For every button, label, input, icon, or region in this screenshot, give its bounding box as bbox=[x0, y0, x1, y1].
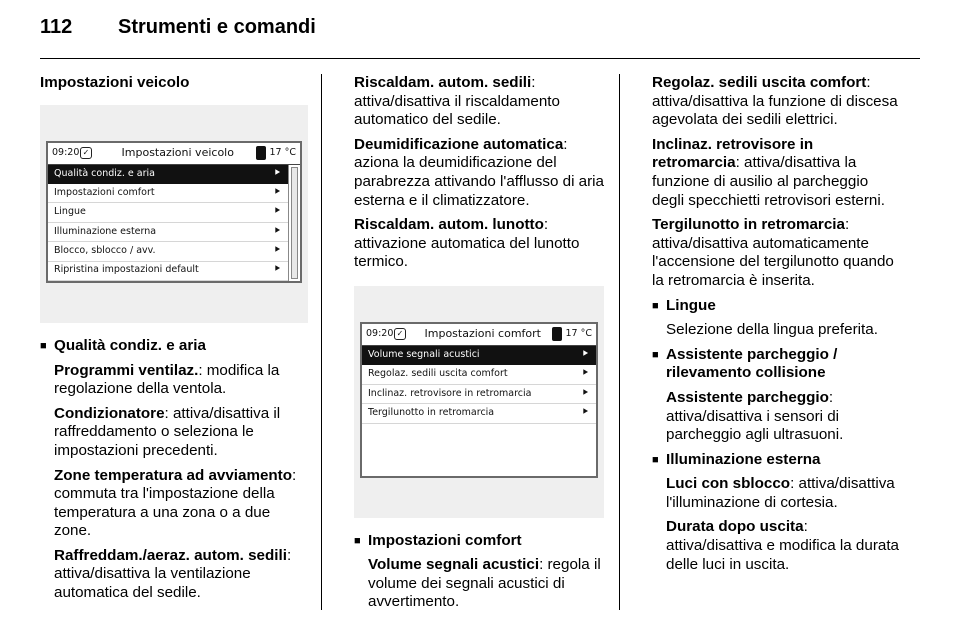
screen-temperature: 17 °C bbox=[269, 146, 296, 158]
chevron-right-icon: ⯈ bbox=[581, 349, 589, 361]
entry: Durata dopo uscita: attiva/disattiva e modifica la durata delle luci in uscita. bbox=[666, 518, 899, 573]
menu-item-comfort[interactable]: Impostazioni comfort ⯈ bbox=[48, 184, 288, 203]
entry: Raffreddam./aeraz. autom. sedili: attiva/disattiva la ventilazione automatica del sedile. bbox=[54, 546, 292, 602]
check-icon: ✓ bbox=[80, 147, 92, 159]
chevron-right-icon: ⯈ bbox=[273, 245, 281, 257]
entry: Volume segnali acustici: regola il volume dei segnali acustici di avvertimento. bbox=[368, 556, 601, 611]
screen-scrollbar[interactable] bbox=[288, 165, 300, 281]
entry: Riscaldam. autom. sedili: attiva/disattiva il riscaldamento automatico del sedile. bbox=[354, 74, 560, 129]
screen-menu-list bbox=[362, 346, 596, 476]
screen-status-bar bbox=[362, 324, 596, 346]
comfort-settings-screen bbox=[360, 322, 598, 478]
bullet-heading: ■ Qualità condiz. e aria bbox=[40, 337, 308, 356]
section-title: Impostazioni veicolo bbox=[40, 74, 190, 91]
vehicle-settings-screen bbox=[46, 141, 302, 283]
chevron-right-icon: ⯈ bbox=[581, 407, 589, 419]
column-2 bbox=[354, 74, 604, 618]
menu-item-languages[interactable]: Lingue ⯈ bbox=[48, 203, 288, 222]
chevron-right-icon: ⯈ bbox=[581, 387, 589, 399]
menu-item-mirror-tilt[interactable]: Inclinaz. retrovisore in retromarcia ⯈ bbox=[362, 385, 596, 404]
entry: Inclinaz. retrovisore in retromarcia: attiva/disattiva la funzione di ausilio al parcheggio degli specchietti retrovisori esterni. bbox=[652, 135, 885, 209]
screen-title: Impostazioni veicolo bbox=[121, 145, 234, 159]
thermometer-icon bbox=[552, 327, 562, 341]
header-divider bbox=[40, 58, 920, 59]
chevron-right-icon: ⯈ bbox=[273, 206, 281, 218]
entry: Regolaz. sedili uscita comfort: attiva/disattiva la funzione di discesa agevolata dei sedili elettrici. bbox=[652, 74, 898, 129]
chevron-right-icon: ⯈ bbox=[581, 368, 589, 380]
page-header bbox=[40, 16, 316, 50]
menu-item-rear-wiper[interactable]: Tergilunotto in retromarcia ⯈ bbox=[362, 404, 596, 423]
chevron-right-icon: ⯈ bbox=[273, 186, 281, 198]
menu-item-exterior-lighting[interactable]: Illuminazione esterna ⯈ bbox=[48, 223, 288, 242]
column-divider-2 bbox=[619, 74, 620, 610]
entry: Condizionatore: attiva/disattiva il raffreddamento o seleziona le impostazioni precedenti. bbox=[54, 404, 281, 459]
menu-item-seat-exit[interactable]: Regolaz. sedili uscita comfort ⯈ bbox=[362, 365, 596, 384]
bullet-heading: ■ Impostazioni comfort bbox=[354, 532, 604, 551]
column-1 bbox=[40, 74, 308, 609]
screen-title: Impostazioni comfort bbox=[424, 327, 541, 341]
menu-item-signal-volume[interactable]: Volume segnali acustici ⯈ bbox=[362, 346, 596, 365]
entry: Assistente parcheggio: attiva/disattiva i sensori di parcheggio agli ultrasuoni. bbox=[666, 388, 844, 444]
thermometer-icon bbox=[256, 146, 266, 160]
column-3 bbox=[652, 74, 904, 580]
screen-clock: 09:20 bbox=[52, 146, 80, 158]
screen-menu-list bbox=[48, 165, 288, 281]
menu-item-locking[interactable]: Blocco, sblocco / avv. ⯈ bbox=[48, 242, 288, 261]
entry: Luci con sblocco: attiva/disattiva l'illuminazione di cortesia. bbox=[666, 475, 895, 511]
menu-item-air-quality[interactable]: Qualità condiz. e aria ⯈ bbox=[48, 165, 288, 184]
entry: Zone temperatura ad avviamento: commuta tra l'impostazione della temperatura a una zona o a due zone. bbox=[54, 466, 297, 540]
column-divider-1 bbox=[321, 74, 322, 610]
entry: Deumidificazione automatica: aziona la deumidificazione del parabrezza attivando l'afflusso di aria esterna e il climatizzatore. bbox=[354, 135, 604, 209]
screen-status-bar bbox=[48, 143, 300, 165]
page-title: Strumenti e comandi bbox=[118, 16, 316, 38]
check-icon: ✓ bbox=[394, 328, 406, 340]
scrollbar-thumb[interactable] bbox=[291, 167, 298, 279]
vehicle-settings-screen-figure bbox=[40, 105, 308, 323]
entry: Tergilunotto in retromarcia: attiva/disattiva automaticamente l'accensione del tergilunotto quando la retromarcia è inserita. bbox=[652, 216, 894, 289]
chevron-right-icon: ⯈ bbox=[273, 264, 281, 276]
paragraph: Selezione della lingua preferita. bbox=[666, 321, 878, 339]
chevron-right-icon: ⯈ bbox=[273, 167, 281, 179]
bullet-heading: ■ Illuminazione esterna bbox=[652, 451, 904, 470]
screen-temperature: 17 °C bbox=[565, 328, 592, 340]
entry: Programmi ventilaz.: modifica la regolazione della ventola. bbox=[54, 361, 280, 398]
menu-item-reset-defaults[interactable]: Ripristina impostazioni default ⯈ bbox=[48, 262, 288, 281]
entry: Riscaldam. autom. lunotto: attivazione automatica del lunotto termico. bbox=[354, 216, 580, 271]
comfort-settings-screen-figure bbox=[354, 286, 604, 518]
bullet-heading: ■ Lingue bbox=[652, 297, 904, 316]
page-number: 112 bbox=[40, 16, 73, 38]
screen-clock: 09:20 bbox=[366, 328, 394, 340]
bullet-heading: ■ Assistente parcheggio / rilevamento collisione bbox=[652, 346, 904, 383]
chevron-right-icon: ⯈ bbox=[273, 225, 281, 237]
